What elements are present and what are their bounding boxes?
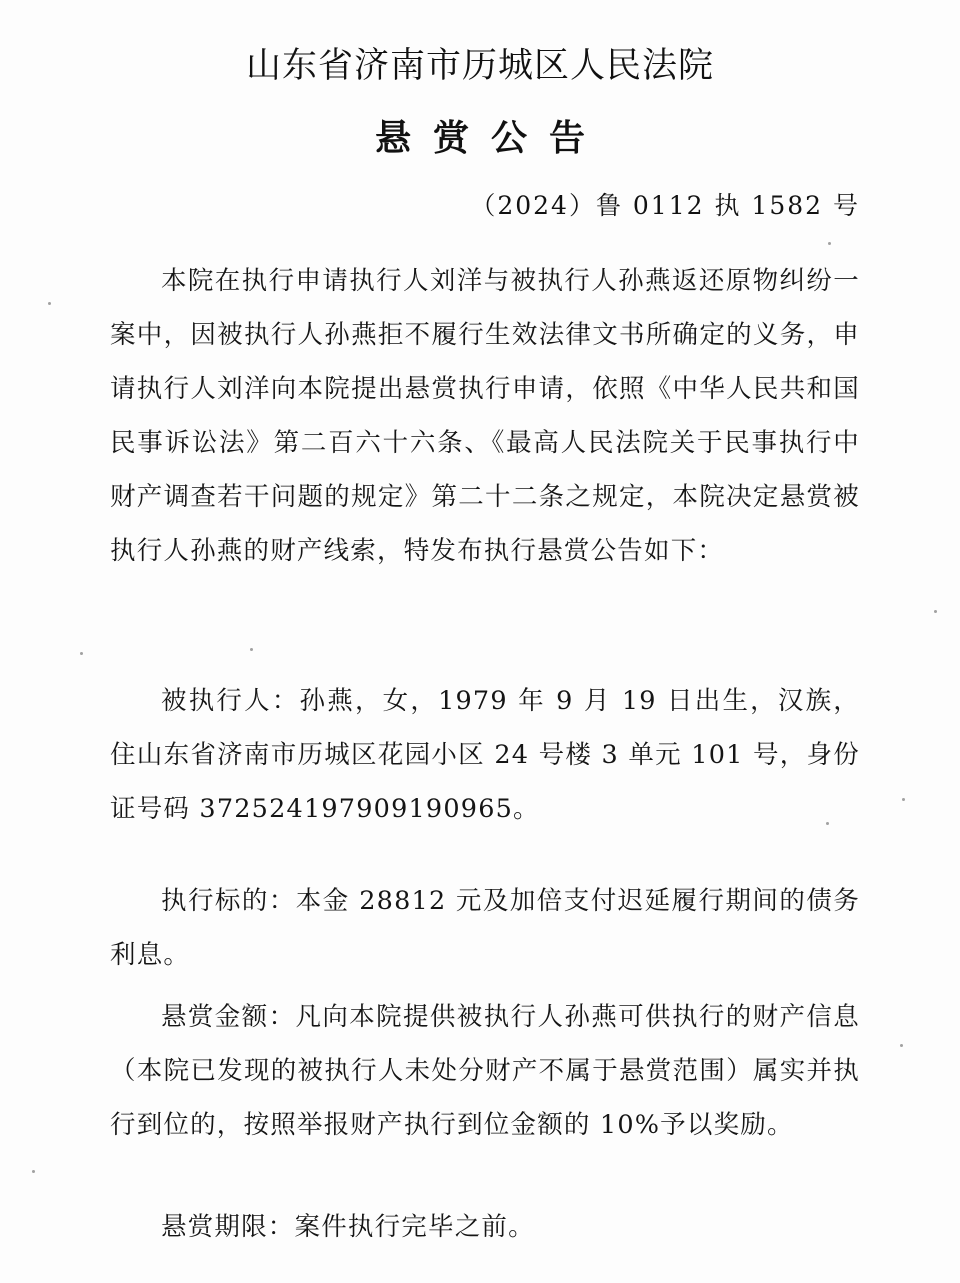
document-title: 悬赏公告 — [374, 118, 607, 159]
scan-speck — [250, 648, 253, 651]
intro-paragraph: 本院在执行申请执行人刘洋与被执行人孙燕返还原物纠纷一案中，因被执行人孙燕拒不履行生效法律文书所确定的义务，申请执行人刘洋向本院提出悬赏执行申请，依照《中华人民共和国民事诉讼法》第二百六十六条、《最高人民法院关于民事执行中财产调查若干问题的规定》第二十二条之规定，本院决定悬赏被执行人孙燕的财产线索，特发布执行悬赏公告如下： — [110, 266, 860, 566]
case-number: （2024）鲁 0112 执 1582 号 — [470, 191, 860, 220]
scan-speck — [80, 652, 83, 655]
subject-paragraph: 执行标的：本金 28812 元及加倍支付迟延履行期间的债务利息。 — [110, 886, 860, 970]
scan-speck — [48, 302, 51, 305]
scan-speck — [828, 242, 831, 245]
deadline-paragraph: 悬赏期限：案件执行完毕之前。 — [161, 1212, 535, 1242]
reward-paragraph: 悬赏金额：凡向本院提供被执行人孙燕可供执行的财产信息（本院已发现的被执行人未处分财产不属于悬赏范围）属实并执行到位的，按照举报财产执行到位金额的 10%予以奖励。 — [110, 1002, 860, 1140]
scan-speck — [826, 822, 829, 825]
court-name: 山东省济南市历城区人民法院 — [245, 46, 714, 86]
scan-speck — [934, 610, 937, 613]
party-paragraph: 被执行人：孙燕，女，1979 年 9 月 19 日出生，汉族，住山东省济南市历城区花园小区 24 号楼 3 单元 101 号，身份证号码 372524197909190965。 — [110, 686, 860, 824]
scan-speck — [900, 1044, 903, 1047]
scan-speck — [902, 798, 905, 801]
scan-speck — [32, 1170, 35, 1173]
